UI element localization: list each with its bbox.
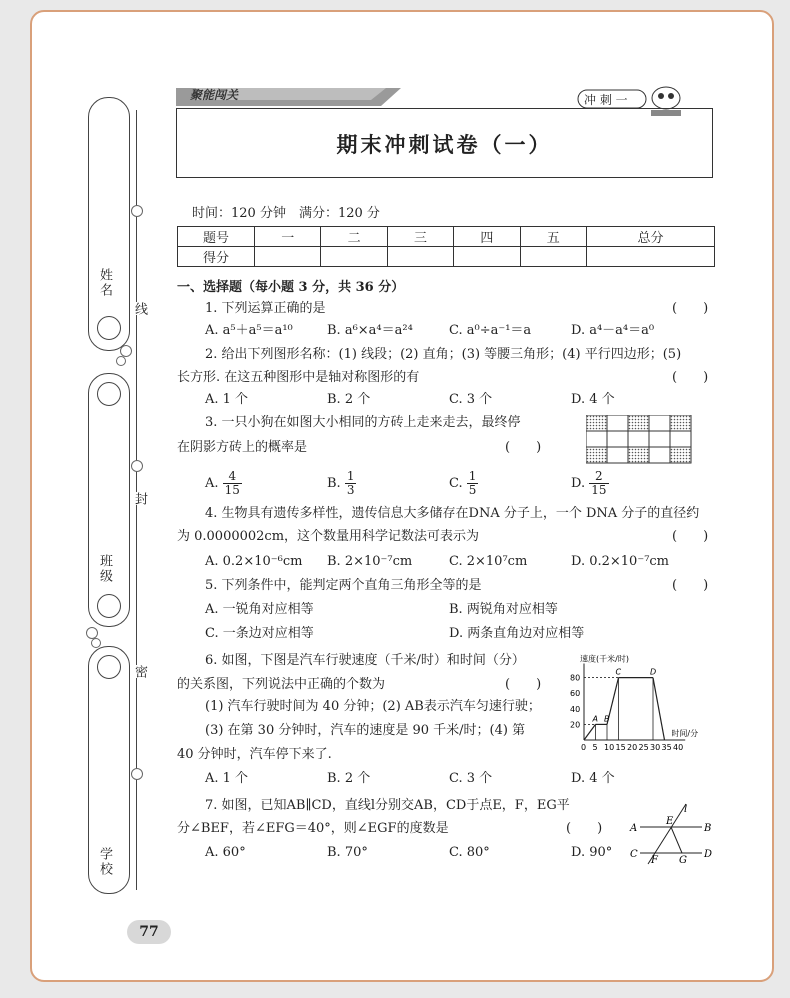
series-segment [584, 724, 596, 740]
cut-line-mi: 密 [132, 665, 147, 678]
q7-option-a: A. 60° [205, 845, 246, 860]
sprint-badge: 冲 刺 一 [584, 93, 628, 107]
q6-option-d: D. 4 个 [571, 771, 615, 786]
q5-stem: 5. 下列条件中，能判定两个直角三角形全等的是 [205, 578, 482, 593]
q7-option-d: D. 90° [571, 845, 613, 860]
page-number: 77 [127, 920, 171, 944]
q6-option-a: A. 1 个 [205, 771, 249, 786]
q3-option-c: C. $\frac{1}{5}$ [449, 469, 477, 497]
q5-option-a: A. 一锐角对应相等 [205, 602, 314, 617]
geo-label-e: E [666, 816, 674, 827]
q6-statement-1: (1) 汽车行驶时间为 40 分钟；(2) AB表示汽车匀速行驶； [205, 699, 541, 714]
q6-stem-1: 6. 如图，下图是汽车行驶速度（千米/时）和时间（分） [205, 653, 525, 668]
section-heading: 一、选择题（每小题 3 分，共 36 分） [177, 280, 405, 295]
x-tick-label: 20 [627, 743, 638, 752]
q4-stem-2: 为 0.0000002cm，这个数量用科学记数法可表示为 [177, 529, 480, 544]
exam-title: 期末冲刺试卷（一） [336, 132, 553, 157]
q5-option-b: B. 两锐角对应相等 [449, 602, 558, 617]
school-box [88, 646, 130, 894]
q6-statement-2: (3) 在第 30 分钟时，汽车的速度是 90 千米/时；(4) 第 [205, 723, 526, 738]
q4-option-b: B. 2×10⁻⁷cm [327, 554, 413, 569]
exam-title-box [176, 108, 713, 178]
x-tick-label: 25 [638, 743, 649, 752]
q4-option-c: C. 2×10⁷cm [449, 554, 528, 569]
y-tick-label: 20 [570, 720, 581, 730]
q6-statement-3: 40 分钟时，汽车停下来了. [177, 747, 332, 762]
brand-label: 聚能闯关 [190, 88, 239, 102]
q3-stem-2: 在阴影方砖上的概率是 [177, 440, 308, 455]
q2-paren: ( ) [672, 370, 709, 385]
q5-option-d: D. 两条直角边对应相等 [449, 626, 585, 641]
cut-line-xian: 线 [132, 302, 147, 315]
q4-option-d: D. 0.2×10⁻⁷cm [571, 554, 670, 569]
geo-label-g: G [679, 855, 687, 866]
x-tick-label: 40 [673, 743, 684, 752]
y-axis-label: 速度(千米/时) [580, 654, 629, 664]
point-label: A [592, 714, 598, 724]
q4-stem-1: 4. 生物具有遗传多样性，遗传信息大多储存在DNA 分子上，一个 DNA 分子的直径约 [205, 506, 700, 521]
q6-paren: ( ) [505, 677, 542, 692]
score-value-row: 得分 [178, 247, 715, 267]
q6-option-b: B. 2 个 [327, 771, 371, 786]
q2-option-c: C. 3 个 [449, 392, 493, 407]
q2-stem-2: 长方形. 在这五种图形中是轴对称图形的有 [177, 370, 420, 385]
parallel-lines-figure [626, 802, 716, 866]
q7-stem-2: 分∠BEF，若∠EFG＝40°，则∠EGF的度数是 [177, 821, 449, 836]
y-tick-label: 60 [570, 689, 581, 699]
class-box [88, 373, 130, 627]
q1-stem: 1. 下列运算正确的是 [205, 301, 326, 316]
q2-option-d: D. 4 个 [571, 392, 615, 407]
q4-option-a: A. 0.2×10⁻⁶cm [205, 554, 303, 569]
tile-grid-figure [586, 415, 694, 465]
q3-option-b: B. $\frac{1}{3}$ [327, 469, 355, 497]
q5-paren: ( ) [672, 578, 709, 593]
q6-option-c: C. 3 个 [449, 771, 493, 786]
name-label: 姓名 [97, 268, 112, 298]
series-segment [653, 678, 665, 740]
q7-paren: ( ) [566, 821, 603, 836]
q2-stem-1: 2. 给出下列图形名称：(1) 线段；(2) 直角；(3) 等腰三角形；(4) 平行四边形；(5) [205, 347, 682, 362]
score-table [177, 226, 715, 267]
point-label: C [615, 667, 622, 677]
q1-option-d: D. a⁴－a⁴＝a⁰ [571, 323, 655, 338]
geo-label-c: C [630, 849, 638, 860]
school-label: 学校 [97, 847, 112, 877]
q7-option-c: C. 80° [449, 845, 490, 860]
q6-stem-2: 的关系图，下列说法中正确的个数为 [177, 677, 386, 692]
x-tick-label: 5 [592, 743, 598, 752]
y-tick-label: 80 [570, 673, 581, 683]
q5-option-c: C. 一条边对应相等 [205, 626, 314, 641]
x-tick-label: 0 [581, 743, 587, 752]
q4-paren: ( ) [672, 529, 709, 544]
q1-option-a: A. a⁵＋a⁵＝a¹⁰ [205, 323, 293, 338]
cut-line-feng: 封 [132, 492, 147, 505]
geo-label-f: F [651, 855, 658, 866]
point-label: D [650, 667, 657, 677]
geo-label-l: l [684, 804, 688, 815]
speed-time-chart [562, 654, 712, 757]
x-tick-label: 35 [661, 743, 672, 752]
name-box [88, 97, 130, 351]
q7-stem-1: 7. 如图，已知AB∥CD，直线l分别交AB，CD于点E，F，EG平 [205, 798, 570, 813]
x-tick-label: 10 [604, 743, 615, 752]
q2-option-b: B. 2 个 [327, 392, 371, 407]
y-tick-label: 40 [570, 704, 581, 714]
q1-option-b: B. a⁶×a⁴＝a²⁴ [327, 323, 413, 338]
point-label: B [604, 714, 610, 724]
q7-option-b: B. 70° [327, 845, 368, 860]
exam-meta: 时间：120 分钟 满分：120 分 [192, 206, 380, 221]
x-axis-label: 时间/分 [671, 729, 699, 738]
geo-label-b: B [704, 823, 712, 834]
q1-paren: ( ) [672, 301, 709, 316]
q3-option-d: D. $\frac{2}{15}$ [571, 469, 607, 497]
class-label: 班级 [97, 554, 112, 584]
x-tick-label: 30 [650, 743, 661, 752]
geo-label-a: A [630, 823, 638, 834]
geo-label-d: D [704, 849, 713, 860]
score-header-row: 题号 一 二 三 四 五 总分 [178, 227, 715, 247]
q3-paren: ( ) [505, 440, 542, 455]
q1-option-c: C. a⁰÷a⁻¹＝a [449, 323, 532, 338]
q2-option-a: A. 1 个 [205, 392, 249, 407]
q3-option-a: A. $\frac{4}{15}$ [205, 469, 240, 497]
q3-stem-1: 3. 一只小狗在如图大小相同的方砖上走来走去，最终停 [205, 415, 521, 430]
x-tick-label: 15 [615, 743, 626, 752]
